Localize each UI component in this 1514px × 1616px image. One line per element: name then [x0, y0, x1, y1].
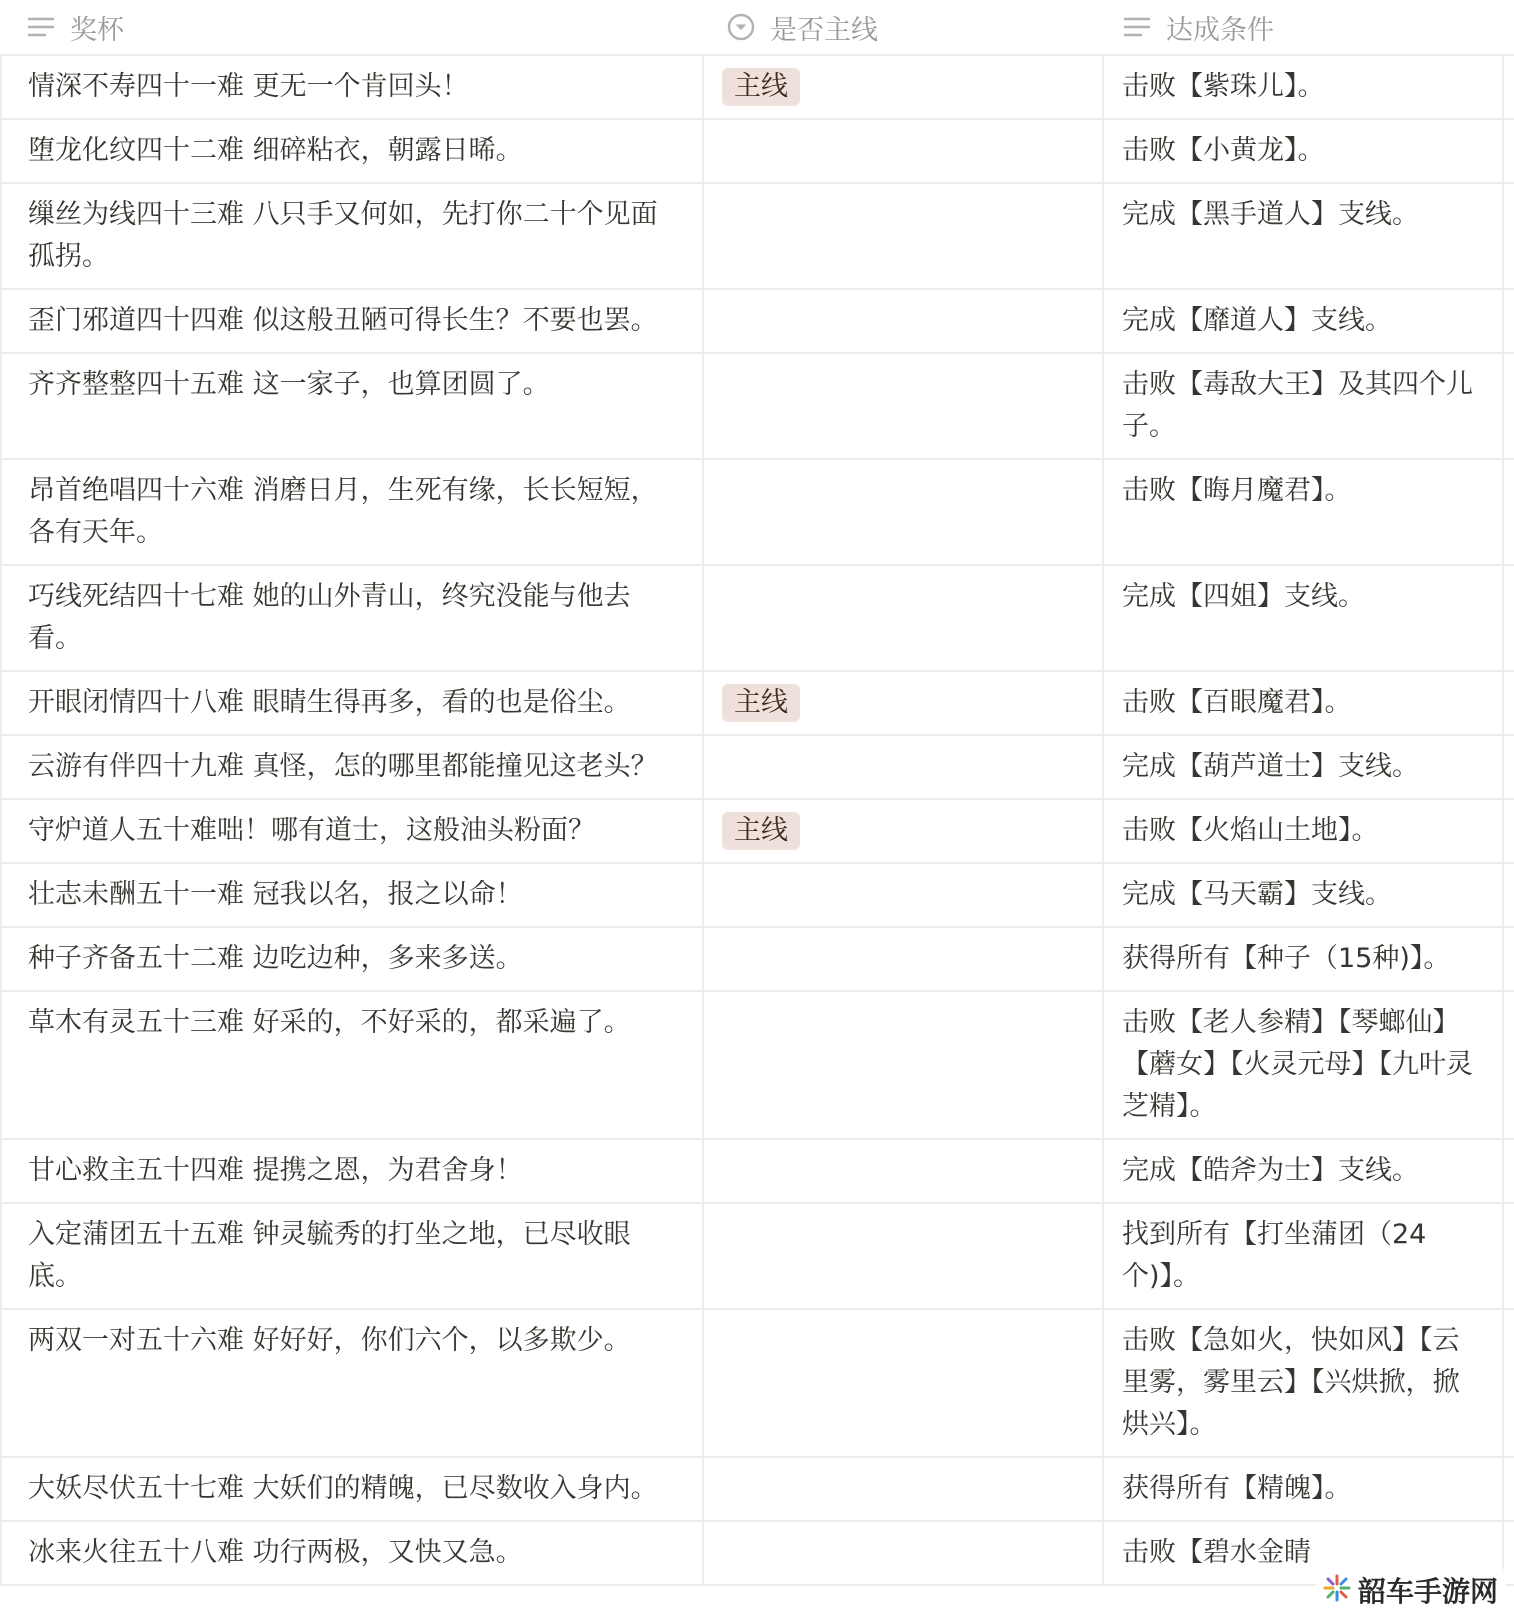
cell-main[interactable] — [704, 672, 1104, 734]
cell-trophy[interactable]: 两双一对五十六难 好好好，你们六个，以多欺少。 — [0, 1310, 704, 1456]
cell-condition[interactable]: 击败【小黄龙】。 — [1104, 120, 1504, 182]
cell-trophy[interactable]: 入定蒲团五十五难 钟灵毓秀的打坐之地，已尽收眼底。 — [0, 1204, 704, 1308]
cell-main[interactable] — [704, 1204, 1104, 1308]
cell-main[interactable] — [704, 120, 1104, 182]
table-row[interactable] — [0, 928, 1514, 992]
table-header — [0, 0, 1514, 56]
cell-condition[interactable]: 击败【碧水金睛 — [1104, 1522, 1504, 1584]
cell-main[interactable] — [704, 1458, 1104, 1520]
cell-trophy[interactable]: 云游有伴四十九难 真怪，怎的哪里都能撞见这老头？ — [0, 736, 704, 798]
column-header-trophy[interactable] — [0, 0, 704, 54]
cell-main[interactable] — [704, 1310, 1104, 1456]
cell-trophy[interactable]: 情深不寿四十一难 更无一个肯回头！ — [0, 56, 704, 118]
cell-trophy[interactable]: 歪门邪道四十四难 似这般丑陋可得长生？不要也罢。 — [0, 290, 704, 352]
table-row[interactable] — [0, 566, 1514, 672]
table-row[interactable] — [0, 56, 1514, 120]
column-header-label: 达成条件 — [1166, 14, 1274, 46]
table-row[interactable] — [0, 800, 1514, 864]
cell-main[interactable] — [704, 800, 1104, 862]
cell-condition[interactable]: 完成【葫芦道士】支线。 — [1104, 736, 1504, 798]
watermark — [1316, 1568, 1506, 1612]
table-row[interactable] — [0, 1310, 1514, 1458]
table-row[interactable] — [0, 864, 1514, 928]
table-row[interactable] — [0, 1140, 1514, 1204]
cell-main[interactable] — [704, 566, 1104, 670]
column-header-main[interactable] — [704, 0, 1104, 54]
cell-main[interactable] — [704, 864, 1104, 926]
cell-trophy[interactable]: 昂首绝唱四十六难 消磨日月，生死有缘，长长短短，各有天年。 — [0, 460, 704, 564]
cell-trophy[interactable]: 甘心救主五十四难 提携之恩，为君舍身！ — [0, 1140, 704, 1202]
cell-trophy[interactable]: 齐齐整整四十五难 这一家子，也算团圆了。 — [0, 354, 704, 458]
select-chevron-icon — [726, 12, 756, 42]
table-row[interactable] — [0, 672, 1514, 736]
cell-main[interactable] — [704, 460, 1104, 564]
cell-trophy[interactable]: 缫丝为线四十三难 八只手又何如，先打你二十个见面孤拐。 — [0, 184, 704, 288]
column-header-condition[interactable] — [1104, 0, 1504, 54]
cell-condition[interactable]: 找到所有【打坐蒲团（24个)】。 — [1104, 1204, 1504, 1308]
column-header-label: 是否主线 — [770, 14, 878, 46]
watermark-text: 韶车手游网 — [1357, 1575, 1498, 1608]
cell-main[interactable] — [704, 1140, 1104, 1202]
cell-trophy[interactable]: 大妖尽伏五十七难 大妖们的精魄，已尽数收入身内。 — [0, 1458, 704, 1520]
cell-trophy[interactable]: 壮志未酬五十一难 冠我以名，报之以命！ — [0, 864, 704, 926]
table-row[interactable] — [0, 120, 1514, 184]
cell-trophy[interactable]: 堕龙化纹四十二难 细碎粘衣，朝露日晞。 — [0, 120, 704, 182]
table-row[interactable] — [0, 992, 1514, 1140]
cell-condition[interactable]: 击败【紫珠儿】。 — [1104, 56, 1504, 118]
text-lines-icon — [1122, 12, 1152, 42]
cell-condition[interactable]: 获得所有【精魄】。 — [1104, 1458, 1504, 1520]
cell-condition[interactable]: 击败【晦月魔君】。 — [1104, 460, 1504, 564]
cell-trophy[interactable]: 守炉道人五十难咄！哪有道士，这般油头粉面？ — [0, 800, 704, 862]
cell-condition[interactable]: 击败【百眼魔君】。 — [1104, 672, 1504, 734]
main-tag: 主线 — [722, 812, 800, 850]
cell-condition[interactable]: 击败【毒敌大王】及其四个儿子。 — [1104, 354, 1504, 458]
cell-trophy[interactable]: 种子齐备五十二难 边吃边种，多来多送。 — [0, 928, 704, 990]
table-body — [0, 56, 1514, 1586]
cell-condition[interactable]: 完成【黑手道人】支线。 — [1104, 184, 1504, 288]
main-tag: 主线 — [722, 684, 800, 722]
table-row[interactable] — [0, 290, 1514, 354]
cell-trophy[interactable]: 开眼闭情四十八难 眼睛生得再多，看的也是俗尘。 — [0, 672, 704, 734]
table-row[interactable] — [0, 184, 1514, 290]
cell-trophy[interactable]: 草木有灵五十三难 好采的，不好采的，都采遍了。 — [0, 992, 704, 1138]
cell-main[interactable] — [704, 736, 1104, 798]
cell-condition[interactable]: 完成【靡道人】支线。 — [1104, 290, 1504, 352]
cell-main[interactable] — [704, 56, 1104, 118]
cell-main[interactable] — [704, 290, 1104, 352]
cell-trophy[interactable]: 冰来火往五十八难 功行两极，又快又急。 — [0, 1522, 704, 1584]
table-row[interactable] — [0, 1522, 1514, 1586]
column-header-label: 奖杯 — [70, 14, 124, 46]
cell-condition[interactable]: 击败【急如火，快如风】【云里雾，雾里云】【兴烘掀，掀烘兴】。 — [1104, 1310, 1504, 1456]
cell-condition[interactable]: 完成【四姐】支线。 — [1104, 566, 1504, 670]
cell-main[interactable] — [704, 184, 1104, 288]
cell-main[interactable] — [704, 354, 1104, 458]
cell-main[interactable] — [704, 992, 1104, 1138]
cell-condition[interactable]: 完成【皓斧为士】支线。 — [1104, 1140, 1504, 1202]
watermark-logo-icon — [1322, 1573, 1352, 1607]
text-lines-icon — [26, 12, 56, 42]
table-row[interactable] — [0, 1458, 1514, 1522]
table-row[interactable] — [0, 460, 1514, 566]
cell-main[interactable] — [704, 928, 1104, 990]
table-row[interactable] — [0, 736, 1514, 800]
cell-condition[interactable]: 获得所有【种子（15种)】。 — [1104, 928, 1504, 990]
cell-condition[interactable]: 完成【马天霸】支线。 — [1104, 864, 1504, 926]
cell-main[interactable] — [704, 1522, 1104, 1584]
table-row[interactable] — [0, 1204, 1514, 1310]
main-tag: 主线 — [722, 68, 800, 106]
cell-trophy[interactable]: 巧线死结四十七难 她的山外青山，终究没能与他去看。 — [0, 566, 704, 670]
cell-condition[interactable]: 击败【火焰山土地】。 — [1104, 800, 1504, 862]
table-row[interactable] — [0, 354, 1514, 460]
cell-condition[interactable]: 击败【老人参精】【琴螂仙】【蘑女】【火灵元母】【九叶灵芝精】。 — [1104, 992, 1504, 1138]
